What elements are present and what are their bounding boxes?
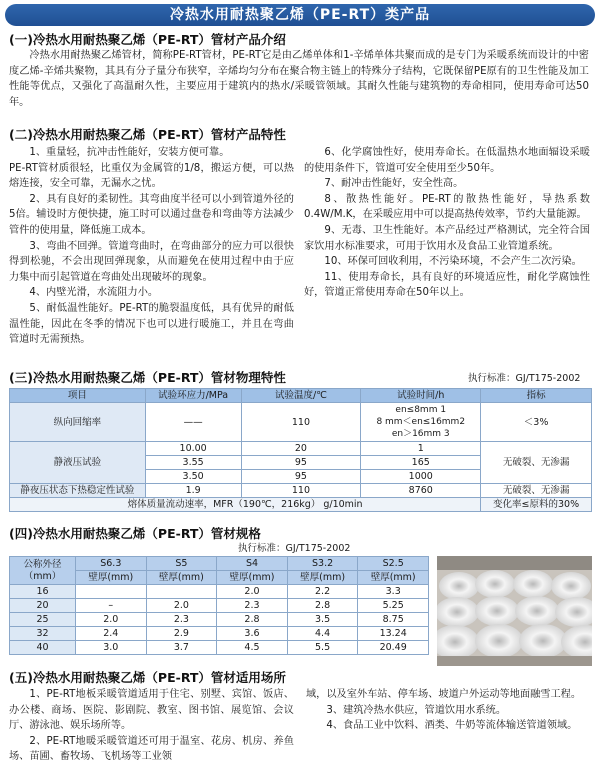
cell-wall-thickness: 3.6 bbox=[217, 627, 288, 641]
cell-wall-thickness: – bbox=[76, 599, 147, 613]
cell-wall-thickness: 13.24 bbox=[358, 627, 429, 641]
cell-wall-thickness: 2.4 bbox=[76, 627, 147, 641]
section-4-title: (四)冷热水用耐热聚乙烯（PE-RT）管材规格 bbox=[9, 526, 261, 541]
paragraph: 3、建筑冷热水供应，管道饮用水系统。 bbox=[326, 704, 507, 716]
table-header-row bbox=[10, 557, 429, 571]
paragraph: 6、化学腐蚀性好，使用寿命长。在低温热水地面辐设采暖的使用条件下，管道可安全使用至少50年。 bbox=[304, 147, 590, 174]
cell-time: 165 bbox=[361, 456, 481, 470]
cell-wall-thickness: 8.75 bbox=[358, 613, 429, 627]
page-banner: 冷热水用耐热聚乙烯（PE-RT）类产品 bbox=[5, 4, 595, 26]
header-series: S5 bbox=[146, 557, 217, 571]
cell-wall-thickness: 5.5 bbox=[287, 641, 358, 655]
table-row bbox=[10, 627, 429, 641]
cell-index: 无破裂、无渗漏 bbox=[481, 442, 592, 484]
cell-wall-thickness bbox=[146, 585, 217, 599]
section-5-right-column bbox=[306, 687, 590, 734]
table-row bbox=[10, 613, 429, 627]
spec-table-body bbox=[10, 585, 429, 655]
section-5-title: (五)冷热水用耐热聚乙烯（PE-RT）管材适用场所 bbox=[9, 670, 286, 685]
section-1-body bbox=[9, 48, 589, 110]
cell-mfr: 熔体质量流动速率，MFR（190℃，216kg） g/10min bbox=[10, 498, 481, 512]
paragraph: 4、食品工业中饮料、酒类、牛奶等流体输送管道领域。 bbox=[326, 720, 578, 732]
paragraph: 2、具有良好的柔韧性。其弯曲度半径可以小到管道外径的5倍。辅设时方便快捷，施工时可以通过盘卷和弯曲等方法减少管件的使用量，降低施工成本。 bbox=[9, 193, 294, 236]
cell-wall-thickness: 4.4 bbox=[287, 627, 358, 641]
time-line: 8 mm＜en≤16mm2 bbox=[376, 417, 466, 427]
table-row bbox=[10, 484, 592, 498]
cell-stress: 3.55 bbox=[145, 456, 241, 470]
cell-wall-thickness: 2.3 bbox=[146, 613, 217, 627]
paragraph: 1、PE-RT地板采暖管道适用于住宅、别墅、宾馆、饭店、办公楼、商场、医院、影剧院、教室、图书馆、展览馆、会议厅、游泳池、娱乐场所等。 bbox=[9, 689, 294, 732]
header-wall: 壁厚(mm) bbox=[146, 571, 217, 585]
cell-temp: 95 bbox=[241, 470, 361, 484]
cell-temp: 110 bbox=[241, 403, 361, 442]
header-wall: 壁厚(mm) bbox=[217, 571, 288, 585]
header-wall: 壁厚(mm) bbox=[358, 571, 429, 585]
paragraph: 5、耐低温性能好。PE-RT的脆裂温度低，具有优异的耐低温性能，因此在冬季的情况下也可以进行暖施工，并且在弯曲管道时无需预热。 bbox=[9, 302, 294, 346]
cell-wall-thickness: 2.8 bbox=[287, 599, 358, 613]
cell-stress: 1.9 bbox=[145, 484, 241, 498]
cell-time: 1000 bbox=[361, 470, 481, 484]
header-time: 试验时间/h bbox=[361, 389, 481, 403]
paragraph: PE-RT管材质很轻，比重仅为金属管的1/8，搬运方便，可以热熔连接，安全可靠，无漏水之忧。 bbox=[9, 162, 294, 190]
cell-diameter: 25 bbox=[10, 613, 76, 627]
section-1-paragraph: 冷热水用耐热聚乙烯管材，简称PE-RT管材，PE-RT它是由乙烯单体和1-辛烯单体共聚而成的是专门为采暖系统而设计的中密度乙烯-辛烯共聚物，其具有分子量分布狭窄，辛烯均匀分布在聚合物主链上的特殊分子结构，它既保留PE原有的卫生性能及加工性能等优点，又强化了高温耐久性，主要应用于建筑内的热水/采暖管领域。其耐久性能与建筑物的寿命相同，使用寿命可达50年。 bbox=[9, 50, 589, 108]
table-row bbox=[10, 442, 592, 456]
cell-item: 纵向回缩率 bbox=[10, 403, 146, 442]
cell-wall-thickness: 2.0 bbox=[146, 599, 217, 613]
header-series: S4 bbox=[217, 557, 288, 571]
cell-time: 1 bbox=[361, 442, 481, 456]
cell-temp: 20 bbox=[241, 442, 361, 456]
cell-diameter: 32 bbox=[10, 627, 76, 641]
cell-wall-thickness: 4.5 bbox=[217, 641, 288, 655]
cell-wall-thickness: 3.5 bbox=[287, 613, 358, 627]
header-diameter: 公称外径（mm） bbox=[10, 557, 76, 585]
table-header-row bbox=[10, 389, 592, 403]
cell-temp: 110 bbox=[241, 484, 361, 498]
spec-table bbox=[9, 556, 429, 655]
cell-wall-thickness: 2.8 bbox=[217, 613, 288, 627]
section-1-title: (一)冷热水用耐热聚乙烯（PE-RT）管材产品介绍 bbox=[9, 32, 286, 47]
header-series: S3.2 bbox=[287, 557, 358, 571]
section-2-title: (二)冷热水用耐热聚乙烯（PE-RT）管材产品特性 bbox=[9, 127, 286, 142]
cell-diameter: 16 bbox=[10, 585, 76, 599]
header-temp: 试验温度/℃ bbox=[241, 389, 361, 403]
header-index: 指标 bbox=[481, 389, 592, 403]
pipe-coils-image bbox=[437, 556, 592, 666]
section-5-left-column bbox=[9, 687, 294, 765]
cell-wall-thickness: 5.25 bbox=[358, 599, 429, 613]
cell-wall-thickness: 3.3 bbox=[358, 585, 429, 599]
header-series: S2.5 bbox=[358, 557, 429, 571]
section-4-standard: 执行标准：GJ/T175-2002 bbox=[238, 543, 351, 554]
header-wall: 壁厚(mm) bbox=[76, 571, 147, 585]
cell-index: 无破裂、无渗漏 bbox=[481, 484, 592, 498]
cell-index: 变化率≤原料的30% bbox=[481, 498, 592, 512]
time-line: en＞16mm 3 bbox=[391, 429, 450, 439]
paragraph: 7、耐冲击性能好，安全性高。 bbox=[324, 178, 464, 190]
cell-wall-thickness: 2.9 bbox=[146, 627, 217, 641]
table-row bbox=[10, 641, 429, 655]
header-wall: 壁厚(mm) bbox=[287, 571, 358, 585]
pipe-coils-photo bbox=[437, 556, 592, 666]
cell-wall-thickness: 2.0 bbox=[76, 613, 147, 627]
header-stress: 试验环应力/MPa bbox=[145, 389, 241, 403]
cell-wall-thickness bbox=[76, 585, 147, 599]
cell-wall-thickness: 2.2 bbox=[287, 585, 358, 599]
cell-wall-thickness: 2.3 bbox=[217, 599, 288, 613]
cell-diameter: 40 bbox=[10, 641, 76, 655]
paragraph: 域，以及室外车站、停车场、坡道户外运动等地面融雪工程。 bbox=[306, 689, 582, 700]
table-row bbox=[10, 498, 592, 512]
cell-index: ＜3% bbox=[481, 403, 592, 442]
time-line: en≤8mm 1 bbox=[395, 405, 447, 415]
paragraph: 2、PE-RT地暖采暖管道还可用于温室、花房、机房、养鱼场、苗圃、畜牧场、飞机场等工业领 bbox=[9, 735, 294, 763]
table-row bbox=[10, 585, 429, 599]
cell-stress: 3.50 bbox=[145, 470, 241, 484]
cell-item: 静夜压状态下热稳定性试验 bbox=[10, 484, 146, 498]
cell-wall-thickness: 3.0 bbox=[76, 641, 147, 655]
section-3-standard: 执行标准：GJ/T175-2002 bbox=[468, 373, 581, 384]
cell-wall-thickness: 3.7 bbox=[146, 641, 217, 655]
paragraph: 8、散热性能好。PE-RT的散热性能好，导热系数0.4W/M.K，在采暖应用中可以提高热传效率，节约大量能源。 bbox=[304, 193, 590, 221]
paragraph: 4、内壁光滑，水流阻力小。 bbox=[29, 287, 159, 299]
paragraph: 10、环保可回收利用，不污染环境，不会产生二次污染。 bbox=[324, 256, 582, 268]
cell-time: 8760 bbox=[361, 484, 481, 498]
cell-diameter: 20 bbox=[10, 599, 76, 613]
section-2-right-column bbox=[304, 145, 590, 301]
cell-wall-thickness: 2.0 bbox=[217, 585, 288, 599]
table-row bbox=[10, 403, 592, 442]
section-3-title: (三)冷热水用耐热聚乙烯（PE-RT）管材物理特性 bbox=[9, 370, 286, 385]
paragraph: 9、无毒、卫生性能好。本产品经过严格测试，完全符合国家饮用水标准要求，可用于饮用水及食品工业管道系统。 bbox=[304, 224, 590, 252]
header-item: 项目 bbox=[10, 389, 146, 403]
paragraph: 3、弯曲不回弹。管道弯曲时，在弯曲部分的应力可以很快得到松驰，不会出现回弹现象，从而避免在使用过程中由于应力集中而引起管道在弯曲处出现破坏的现象。 bbox=[9, 240, 294, 283]
section-2-left-column bbox=[9, 145, 294, 348]
header-series: S6.3 bbox=[76, 557, 147, 571]
paragraph: 1、重量轻，抗冲击性能好，安装方便可靠。 bbox=[29, 147, 230, 158]
cell-stress: —— bbox=[145, 403, 241, 442]
cell-wall-thickness: 20.49 bbox=[358, 641, 429, 655]
cell-item: 静液压试验 bbox=[10, 442, 146, 484]
cell-stress: 10.00 bbox=[145, 442, 241, 456]
cell-temp: 95 bbox=[241, 456, 361, 470]
table-row bbox=[10, 599, 429, 613]
cell-time bbox=[361, 403, 481, 442]
paragraph: 11、使用寿命长，具有良好的环境适应性，耐化学腐蚀性好，管道正常使用寿命在50年以上。 bbox=[304, 271, 590, 299]
physical-properties-table bbox=[9, 388, 592, 512]
